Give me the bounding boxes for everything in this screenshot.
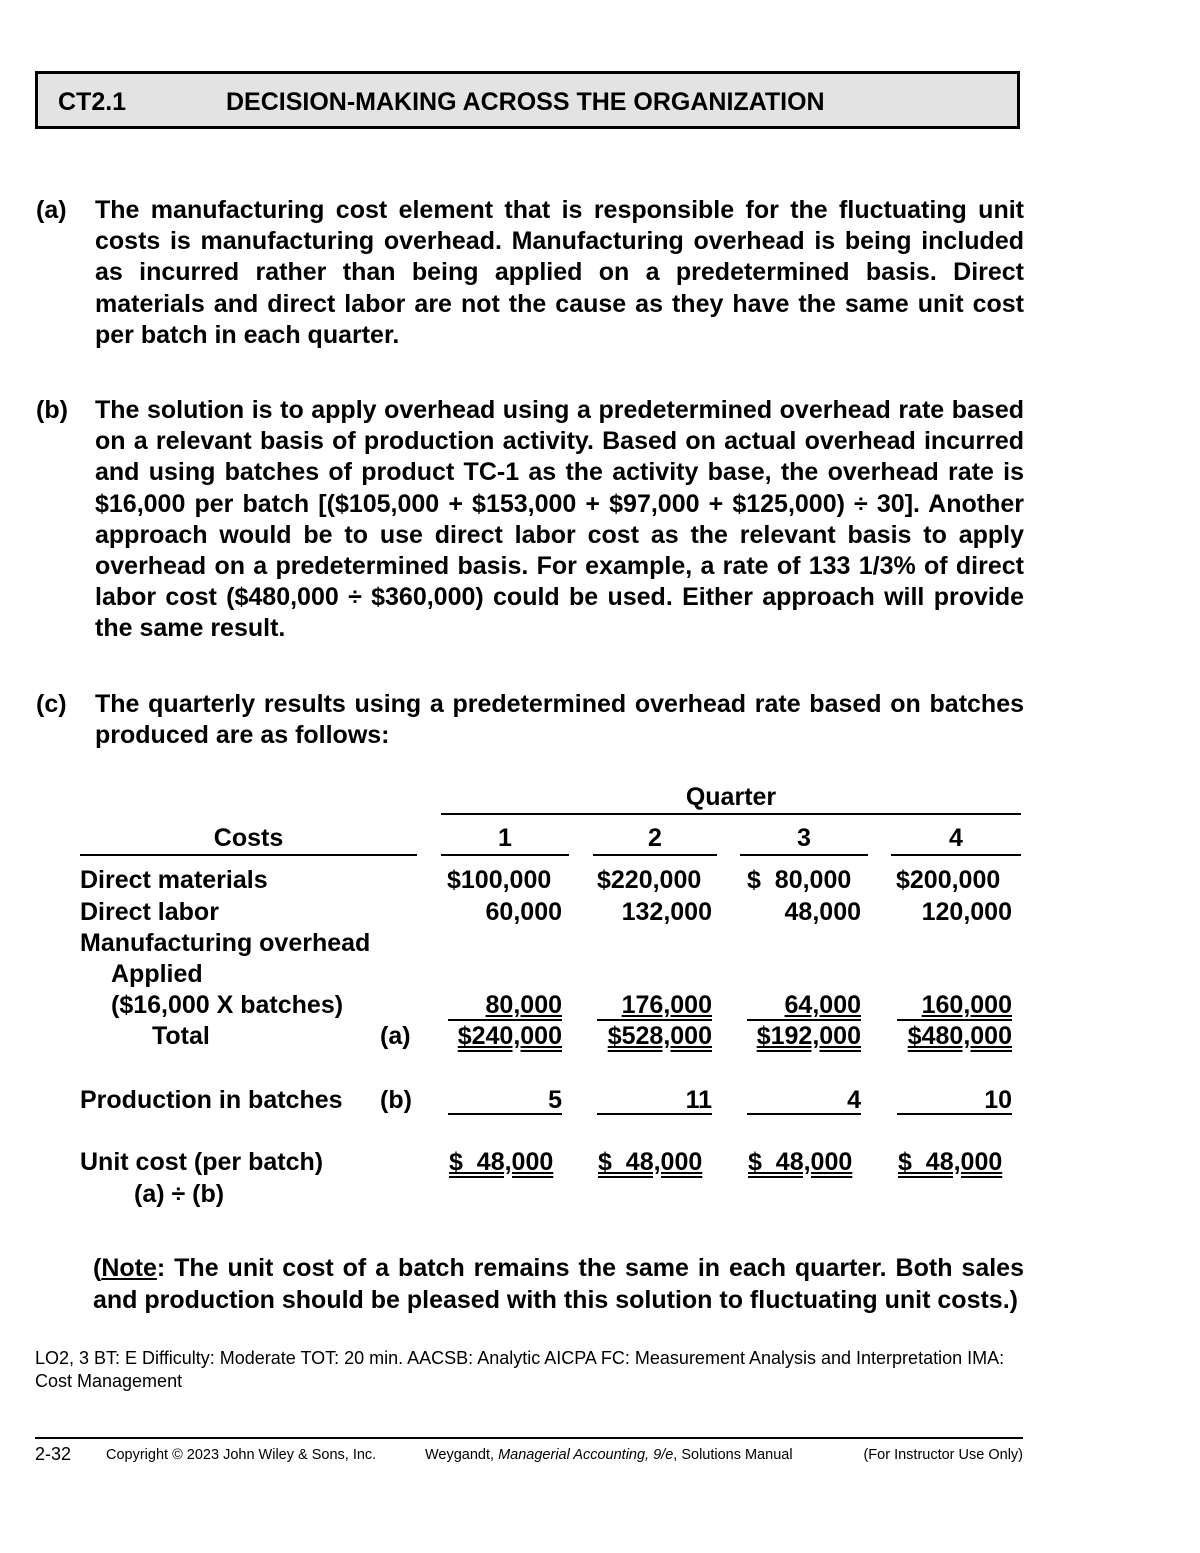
unit-q4: $ 48,000: [898, 1148, 1003, 1176]
section-title: DECISION-MAKING ACROSS THE ORGANIZATION: [226, 88, 825, 116]
dm-q3: $ 80,000: [747, 866, 852, 894]
unit-q3: $ 48,000: [748, 1148, 853, 1176]
row-total-label: Total: [152, 1022, 210, 1050]
rate-q4-rule: [897, 1019, 1012, 1021]
q3-rule: [740, 854, 868, 856]
row-direct-labor-label: Direct labor: [80, 898, 219, 926]
dm-q1: $100,000: [447, 866, 552, 894]
batches-q2-rule: [597, 1113, 712, 1115]
batches-q2: 11: [685, 1086, 712, 1114]
part-a-text: The manufacturing cost element that is responsible for the fluctuating unit costs is manufacturing overhead. Manufacturing overhead is being included as incurred rather than being applied on a predetermined basis. Direct materials and direct labor are not the cause as they have the same unit cost per batch in each quarter.: [95, 196, 1024, 349]
note-open-paren: (: [93, 1254, 102, 1282]
row-applied-label: Applied: [111, 960, 203, 988]
quarter-4-header: 4: [949, 824, 963, 852]
dl-q4: 120,000: [921, 898, 1012, 926]
section-code: CT2.1: [58, 88, 127, 116]
part-a: [36, 195, 1024, 351]
part-b-label: (b): [36, 396, 68, 424]
batches-q3: 4: [847, 1086, 861, 1114]
quarter-2-header: 2: [648, 824, 662, 852]
dm-q4: $200,000: [896, 866, 1001, 894]
total-q1: $240,000: [457, 1022, 562, 1050]
part-a-label: (a): [36, 196, 67, 224]
total-q4: $480,000: [907, 1022, 1012, 1050]
rate-q2: 176,000: [621, 991, 712, 1019]
book-reference: [425, 1447, 793, 1463]
copyright: Copyright © 2023 John Wiley & Sons, Inc.: [106, 1447, 377, 1463]
total-q2: $528,000: [607, 1022, 712, 1050]
unit-q1: $ 48,000: [449, 1148, 554, 1176]
row-direct-materials-label: Direct materials: [80, 866, 268, 894]
quarter-1-header: 1: [498, 824, 512, 852]
dl-q3: 48,000: [784, 898, 861, 926]
rate-q4: 160,000: [921, 991, 1012, 1019]
note-paragraph: [93, 1252, 1024, 1316]
part-c-text: The quarterly results using a predetermined overhead rate based on batches produced are as follows:: [95, 690, 1024, 750]
row-batches-label: Production in batches: [80, 1086, 343, 1114]
costs-rule: [80, 854, 417, 856]
row-unit-sublabel: (a) ÷ (b): [134, 1180, 225, 1208]
note-word: Note: [101, 1254, 157, 1282]
footer-rule: [35, 1437, 1023, 1439]
dl-q1: 60,000: [485, 898, 562, 926]
dm-q2: $220,000: [597, 866, 702, 894]
unit-q2: $ 48,000: [598, 1148, 703, 1176]
batches-q4: 10: [984, 1086, 1012, 1114]
page-number: 2-32: [35, 1444, 72, 1464]
batches-q3-rule: [747, 1113, 861, 1115]
row-unit-label: Unit cost (per batch): [80, 1148, 324, 1176]
rate-q1: 80,000: [485, 991, 562, 1019]
quarter-rule: [441, 813, 1021, 815]
rate-q2-rule: [597, 1019, 712, 1021]
rate-q3: 64,000: [784, 991, 861, 1019]
total-q3: $192,000: [756, 1022, 861, 1050]
instructor-use: (For Instructor Use Only): [863, 1447, 1023, 1463]
q4-rule: [891, 854, 1021, 856]
batches-q1-rule: [448, 1113, 562, 1115]
part-c: [36, 689, 1024, 751]
part-b-text: The solution is to apply overhead using a predetermined overhead rate based on a relevant basis of production activity. Based on actual overhead incurred and using batches of product TC-1 as the activity base, the overhead rate is $16,000 per batch [($105,000 + $153,000 + $97,000 + $125,000) ÷ 30]. Another approach would be to use direct labor cost as the relevant basis to apply overhead on a predetermined basis. For example, a rate of 133 1/3% of direct labor cost ($480,000 ÷ $360,000) could be used. Either approach will provide the same result.: [95, 396, 1024, 643]
batches-q4-rule: [897, 1113, 1012, 1115]
book-author: Weygandt,: [425, 1447, 499, 1463]
q2-rule: [593, 854, 717, 856]
rate-q3-rule: [747, 1019, 861, 1021]
rate-q1-rule: [448, 1019, 562, 1021]
row-total-marker: (a): [380, 1022, 411, 1050]
learning-tags: LO2, 3 BT: E Difficulty: Moderate TOT: 20 min. AACSB: Analytic AICPA FC: Measurement Analysis and Interpretation IMA: Cost Management: [35, 1348, 1005, 1391]
costs-header: Costs: [213, 824, 284, 852]
quarter-3-header: 3: [797, 824, 811, 852]
book-suffix: , Solutions Manual: [673, 1447, 793, 1463]
dl-q2: 132,000: [621, 898, 712, 926]
row-rate-label: ($16,000 X batches): [111, 991, 344, 1019]
part-c-label: (c): [36, 690, 67, 718]
row-batches-marker: (b): [380, 1086, 412, 1114]
note-text: : The unit cost of a batch remains the same in each quarter. Both sales and production should be pleased with this solution to fluctuating unit costs.): [93, 1254, 1024, 1314]
book-title: Managerial Accounting, 9/e: [498, 1447, 674, 1463]
section-header: [35, 71, 1020, 129]
quarter-header: Quarter: [685, 783, 777, 811]
batches-q1: 5: [548, 1086, 562, 1114]
part-b: [36, 395, 1024, 645]
q1-rule: [441, 854, 569, 856]
row-moh-label: Manufacturing overhead: [80, 929, 371, 957]
